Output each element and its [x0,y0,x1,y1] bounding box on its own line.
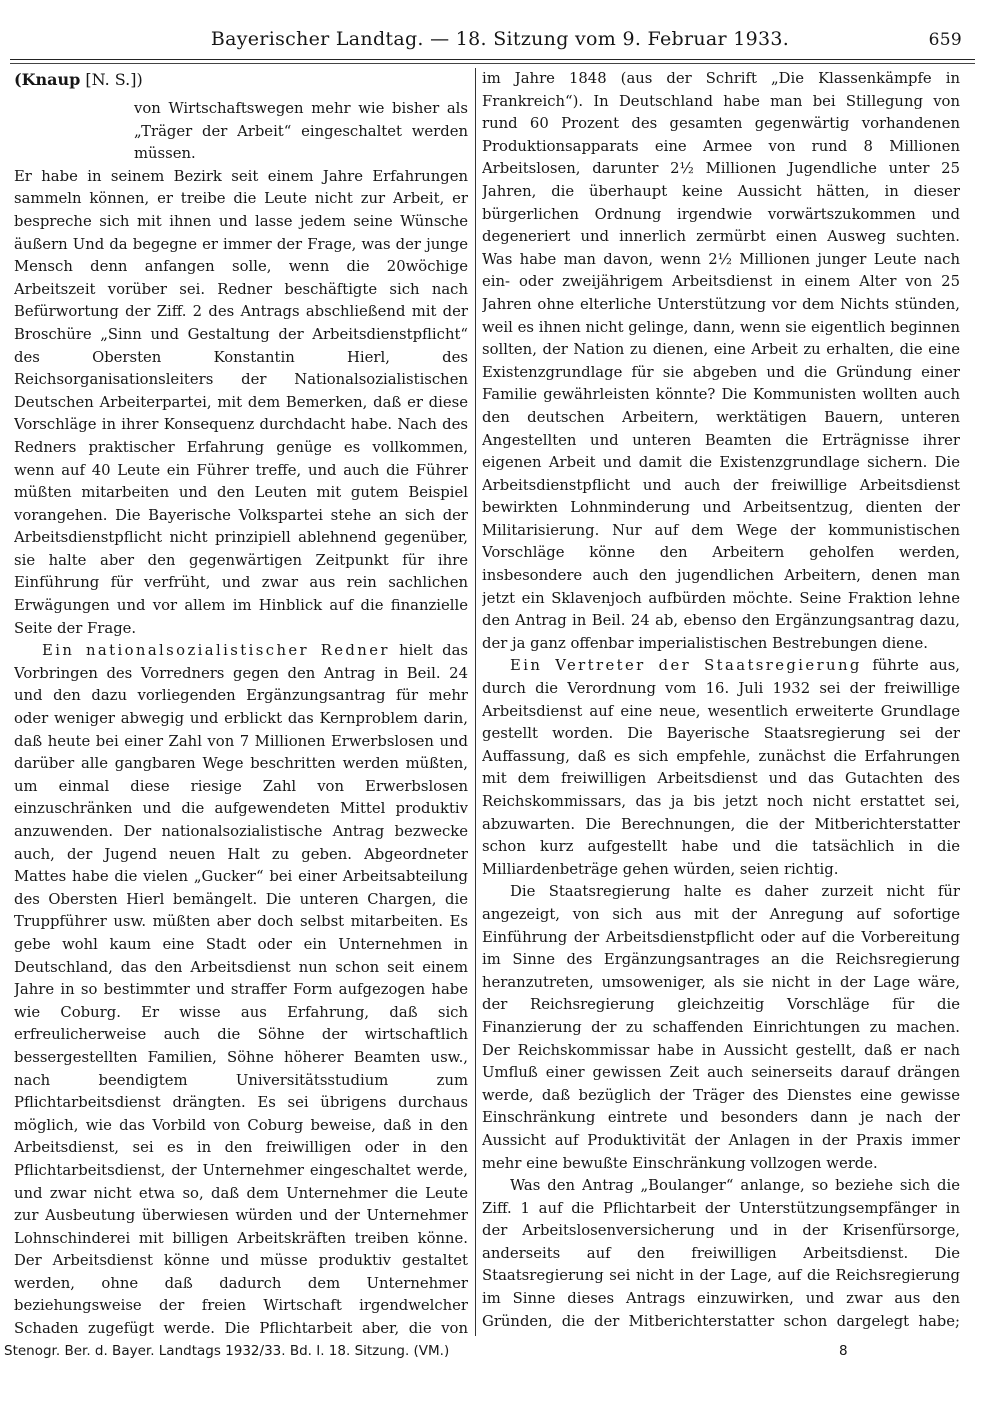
footer-signature: 8 [839,1343,848,1359]
page-number: 659 [928,30,962,50]
running-header [0,26,1000,56]
paragraph [14,640,468,1336]
page-footer [4,1343,964,1367]
column-divider [475,68,476,1336]
left-column [14,68,468,1336]
footer-source: Stenogr. Ber. d. Bayer. Landtags 1932/33. Bd. I. 18. Sitzung. (VM.) [4,1343,450,1359]
header-rule [10,59,975,60]
paragraph: Die Staatsregierung halte es daher zurzeit nicht für angezeigt, von sich aus mit der Anregung auf sofortige Einführung der Arbeitsdienstpflicht oder auf die Vorbereitung im Sinne des Ergänzungsantrages an die Reichsregierung heranzutreten, umsoweniger, als sie nicht in der Lage wäre, der Reichsregierung gleichzeitig Vorschläge für die Finanzierung der zu schaffenden Einrichtungen zu machen. Der Reichskommissar habe in Aussicht gestellt, daß er nach Umfluß einer gewissen Zeit auch seinerseits darauf drängen werde, daß bezüglich der Träger des Dienstes eine gewisse Einschränkung eintrete und besonders dann je nach der Aussicht auf Produktivität der Anlagen in der Praxis immer mehr eine bewußte Einschränkung vollzogen werde. [482,883,960,1172]
speaker-lead: Ein nationalsozialistischer Redner [42,642,390,660]
paragraph [482,655,960,881]
speaker-label [14,68,468,92]
paragraph: Was den Antrag „Boulanger“ anlange, so beziehe sich die Ziff. 1 auf die Pflichtarbeit der Unterstützungsempfänger in der Arbeitslosenversicherung und in der Krisenfürsorge, anderseits auf den freiwilligen Arbeitsdienst. Die Staatsregierung sei nicht in der Lage, auf die Reichsregierung im Sinne dieses Antrags einzuwirken, und zwar aus den Gründen, die der Mitberichterstatter schon dargelegt habe; [482,1177,960,1330]
paragraph-body: hielt das Vorbringen des Vorredners gegen den Antrag in Beil. 24 und den dazu vorliegenden Ergänzungsantrag für mehr oder weniger abwegig und erblickt das Kernproblem darin, daß heute bei einer Zahl von 7 Millionen Erwerbslosen und darüber alle gangbaren Wege beschritten werden müßten, um einmal diese riesige Zahl von Erwerbslosen einzuschränken und die aufgewendeten Mittel produktiv anzuwenden. Der nationalsozialistische Antrag bezwecke auch, der Jugend neuen Halt zu geben. Abgeordneter Mattes habe die vielen „Gucker“ bei einer Arbeitsabteilung des Obersten Hierl bemängelt. Die unteren Chargen, die Truppführer usw. müßten aber doch selbst mitarbeiten. Es gebe wohl kaum eine Stadt oder ein Unternehmen in Deutschland, das den Arbeitsdienst nun schon seit einem Jahre in so bestimmter und straffer Form aufgezogen habe wie Coburg. Er wisse aus Erfahrung, daß sich erfreulicherweise auch die Söhne der wirtschaftlich bessergestellten Familien, Söhne höherer Beamten usw., nach beendigtem Universitätsstudium zum Pflichtarbeitsdienst drängten. Es sei übrigens durchaus möglich, wie das Vorbild von Coburg beweise, daß in den Arbeitsdienst, sei es in den freiwilligen oder in den Pflichtarbeitsdienst, der Unternehmer eingeschaltet werde, und zwar nicht etwa so, daß dem Unternehmer die Leute zur Ausbeutung überwiesen würden und der Unternehmer Lohnschinderei mit billigen Arbeitskräften treiben könne. Der Arbeitsdienst könne und müsse produktiv gestaltet werden, ohne daß dadurch dem Unternehmer beziehungsweise der freien Wirtschaft irgendwelcher Schaden zugefügt werde. Die Pflichtarbeit aber, die von [14,642,468,1336]
paragraph: Er habe in seinem Bezirk seit einem Jahre Erfahrungen sammeln können, er treibe die Leute nicht zur Arbeit, er bespreche sich mit ihnen und lasse jedem seine Wünsche äußern Und da begegne er immer der Frage, was der junge Mensch denn anfangen solle, wenn die 20wöchige Arbeitszeit vorüber sei. Redner beschäftigte sich nach Befürwortung der Ziff. 2 des Antrags abschließend mit der Broschüre „Sinn und Gestaltung der Arbeitsdienstpflicht“ des Obersten Konstantin Hierl, des Reichsorganisationsleiters der Nationalsozialistischen Deutschen Arbeiterpartei, mit dem Bemerken, daß er diese Vorschläge in ihrer Konsequenz durchdacht habe. Nach des Redners praktischer Erfahrung genüge es vollkommen, wenn auf 40 Leute ein Führer treffe, und auch die Führer müßten mitarbeiten und den Leuten mit gutem Beispiel vorangehen. Die Bayerische Volkspartei stehe an sich der Arbeitsdienstpflicht nicht prinzipiell ablehnend gegenüber, sie halte aber den gegenwärtigen Zeitpunkt für ihre Einführung für verfrüht, und zwar aus rein sachlichen Erwägungen und vor allem im Hinblick auf die finanzielle Seite der Frage. [14,167,468,637]
paragraph-body: führte aus, durch die Verordnung vom 16. Juli 1932 sei der freiwillige Arbeitsdienst auf eine neue, wesentlich erweiterte Grundlage gestellt worden. Die Bayerische Staatsregierung sei der Auffassung, daß es sich empfehle, zunächst die Erfahrungen mit dem freiwilligen Arbeitsdienst und das Gutachten des Reichskommissars, das ja bis jetzt noch nicht erstattet sei, abzuwarten. Die Berechnungen, die der Mitberichterstatter schon kurz aufgestellt habe und die tatsächlich in die Milliardenbeträge gehen würden, seien richtig. [482,657,960,878]
right-column [482,68,960,1336]
paragraph: im Jahre 1848 (aus der Schrift „Die Klassenkämpfe in Frankreich“). In Deutschland habe man bei Stillegung von rund 60 Prozent des gesamten gegenwärtig vorhandenen Produktionsapparats eine Armee von rund 8 Millionen Arbeitslosen, darunter 2½ Millionen Jugendliche unter 25 Jahren, die überhaupt keine Aussicht hätten, in dieser bürgerlichen Ordnung irgendwie vorwärtszukommen und degeneriert und innerlich zermürbt einen Ausweg suchten. Was habe man davon, wenn 2½ Millionen junger Leute nach ein- oder zweijährigem Arbeitsdienst in einem Alter von 25 Jahren ohne elterliche Unterstützung vor dem Nichts stünden, weil es ihnen nicht gelinge, dann, wenn sie eigentlich beginnen sollten, der Nation zu dienen, eine Arbeit zu erhalten, die eine Existenzgrundlage für sie abgeben und die Gründung einer Familie gewährleisten könnte? Die Kommunisten wollten auch den deutschen Arbeitern, werktätigen Bauern, unteren Angestellten und unteren Beamten die Erträgnisse ihrer eigenen Arbeit und damit die Existenzgrundlage sichern. Die Arbeitsdienstpflicht und auch der freiwillige Arbeitsdienst bewirkten Lohnminderung und Arbeitsentzug, dienten der Militarisierung. Nur auf dem Wege der kommunistischen Vorschläge könne den Arbeitern geholfen werden, insbesondere auch den jugendlichen Arbeitern, denen man jetzt ein Sklavenjoch aufbürden möchte. Seine Fraktion lehne den Antrag in Beil. 24 ab, ebenso den Ergänzungsantrag dazu, der ja ganz offenbar imperialistischen Bestrebungen diene. [482,70,960,652]
continuation-text: von Wirtschaftswegen mehr wie bisher als „Träger der Arbeit“ eingeschaltet werden müssen. [134,100,468,163]
header-rule-thin [10,63,975,64]
speaker-lead: Ein Vertreter der Staatsregierung [510,657,862,675]
speaker-name: (Knaup [14,70,81,89]
header-title: Bayerischer Landtag. — 18. Sitzung vom 9. Februar 1933. [210,28,790,50]
speaker-party: [N. S.]) [85,70,143,89]
